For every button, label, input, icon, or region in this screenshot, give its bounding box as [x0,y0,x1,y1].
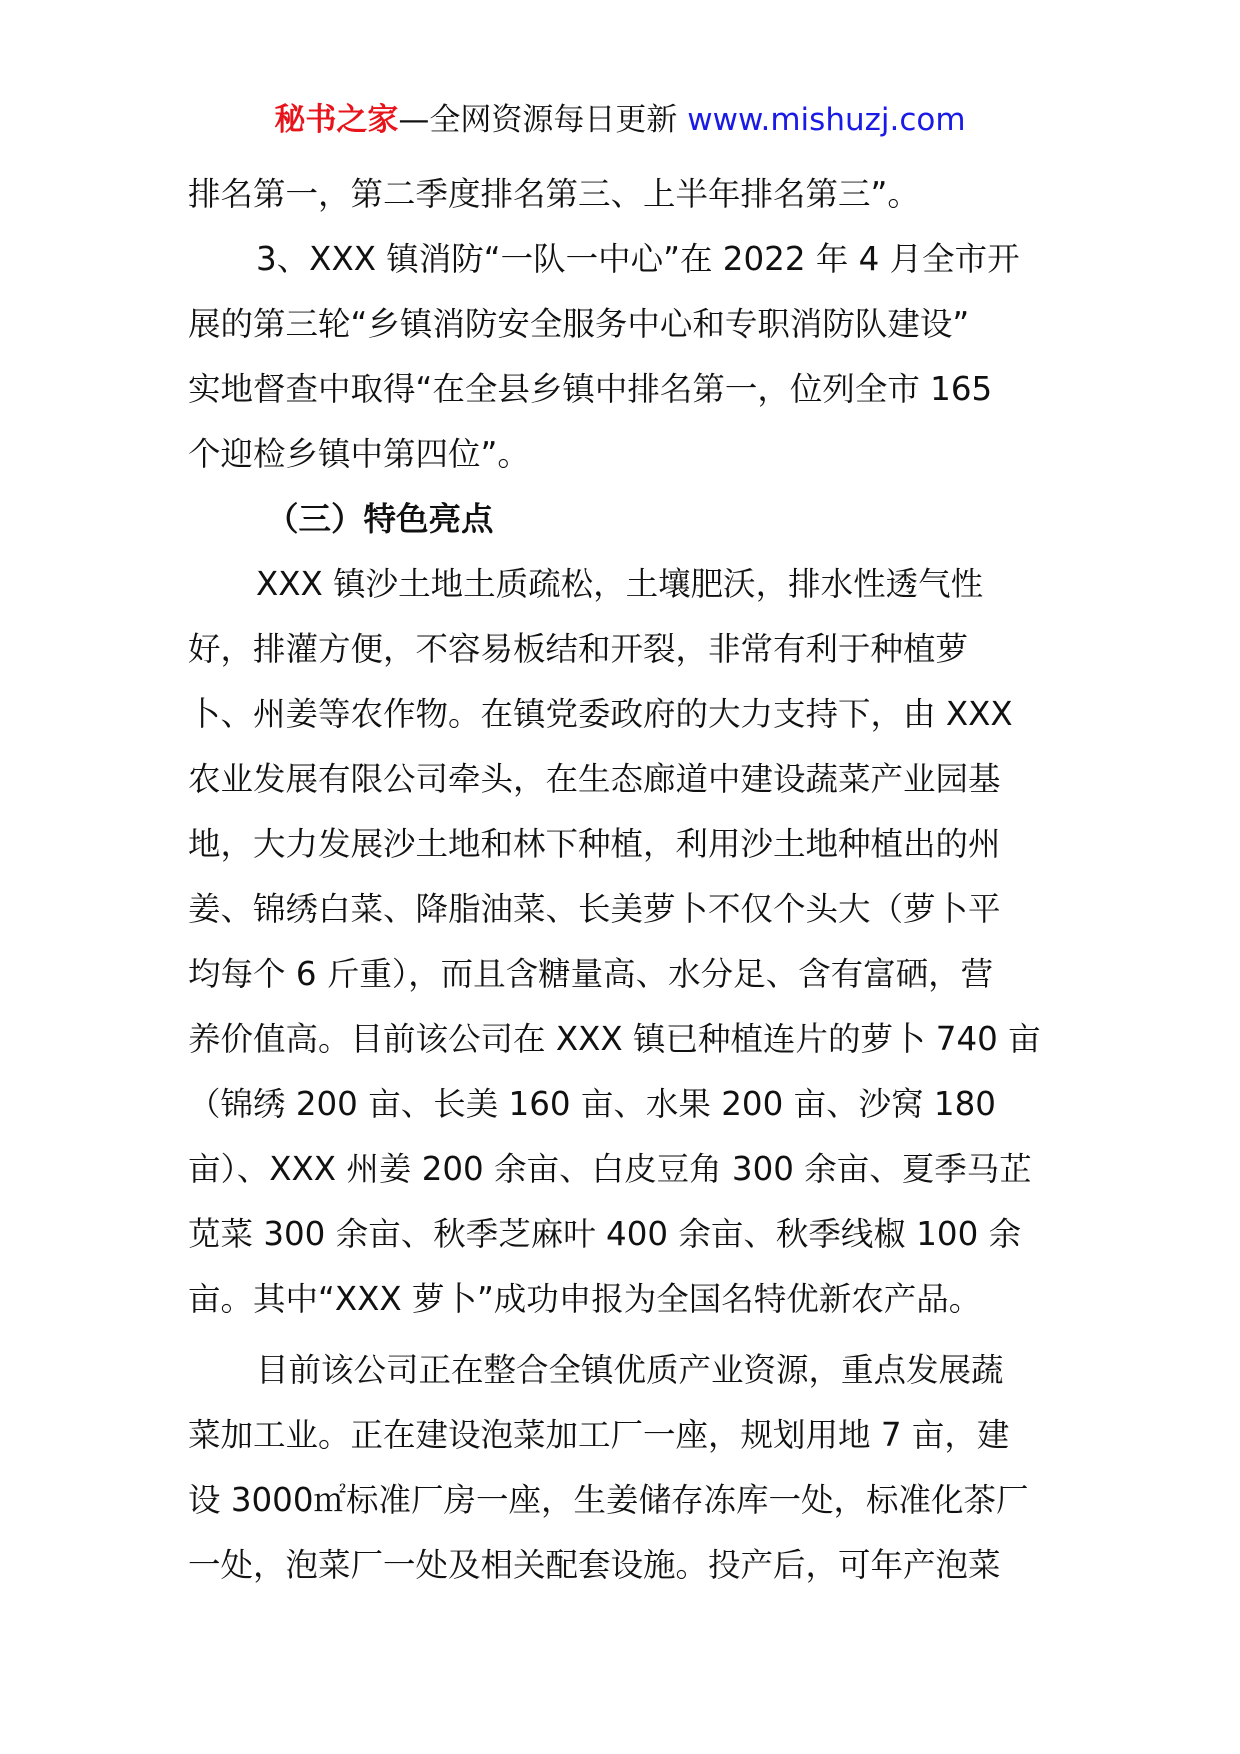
text-line: 农业发展有限公司牵头，在生态廊道中建设蔬菜产业园基 [188,760,1001,798]
site-url-link[interactable]: www.mishuzj.com [687,102,966,138]
document-body [188,162,1058,1598]
text-line: 展的第三轮“乡镇消防安全服务中心和专职消防队建设” [188,305,970,343]
text-line: 养价值高。目前该公司在 XXX 镇已种植连片的萝卜 740 亩 [188,1020,1041,1058]
text-line: 一处，泡菜厂一处及相关配套设施。投产后，可年产泡菜 [188,1546,1001,1584]
text-line: 地，大力发展沙土地和林下种植，利用沙土地种植出的州 [188,825,1001,863]
text-line: 设 3000㎡标准厂房一座，生姜储存冻库一处，标准化茶厂 [188,1481,1029,1519]
text-line: 好，排灌方便，不容易板结和开裂，非常有利于种植萝 [188,630,969,668]
text-line: 亩）、XXX 州姜 200 余亩、白皮豆角 300 余亩、夏季马芷 [188,1150,1032,1188]
text-line: XXX 镇沙土地土质疏松，土壤肥沃，排水性透气性 [256,565,984,603]
text-line: 亩。其中“XXX 萝卜”成功申报为全国名特优新农产品。 [188,1280,982,1318]
header-slogan: —全网资源每日更新 [398,102,688,138]
site-header [0,100,1240,140]
brand-name: 秘书之家 [274,102,399,138]
text-line: （锦绣 200 亩、长美 160 亩、水果 200 亩、沙窝 180 [188,1085,996,1123]
text-line: 排名第一，第二季度排名第三、上半年排名第三”。 [188,175,920,213]
text-line: 姜、锦绣白菜、降脂油菜、长美萝卜不仅个头大（萝卜平 [188,890,1001,928]
text-line: 个迎检乡镇中第四位”。 [188,435,530,473]
text-line: 卜、州姜等农作物。在镇党委政府的大力支持下，由 XXX [188,695,1013,733]
text-line: 3、XXX 镇消防“一队一中心”在 2022 年 4 月全市开 [256,240,1020,278]
text-line: 菜加工业。正在建设泡菜加工厂一座，规划用地 7 亩，建 [188,1416,1010,1454]
text-line: 均每个 6 斤重），而且含糖量高、水分足、含有富硒，营 [188,955,994,993]
text-line: 苋菜 300 余亩、秋季芝麻叶 400 余亩、秋季线椒 100 余 [188,1215,1022,1253]
text-line: 目前该公司正在整合全镇优质产业资源，重点发展蔬 [256,1351,1004,1389]
text-line: 实地督查中取得“在全县乡镇中排名第一，位列全市 165 [188,370,993,408]
section-heading: （三）特色亮点 [266,500,494,538]
